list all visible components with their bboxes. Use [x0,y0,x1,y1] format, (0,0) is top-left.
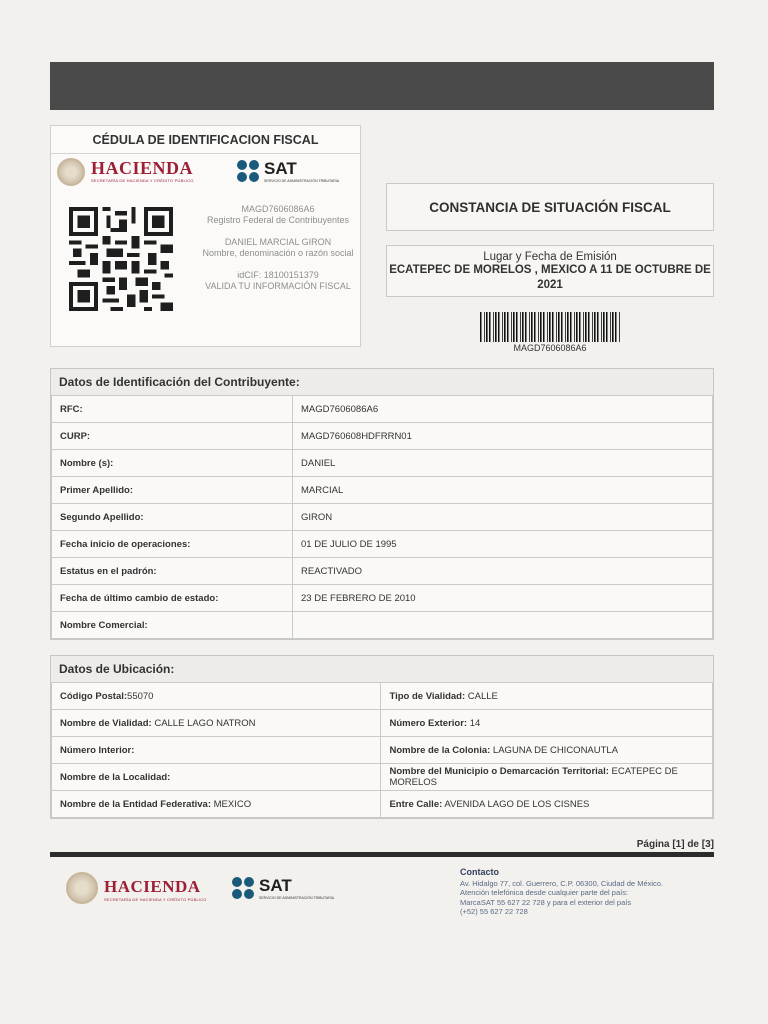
field-label: RFC: [52,396,293,423]
footer-sat-logo [232,877,352,903]
page-number: Página [1] de [3] [636,839,714,850]
footer-hacienda-subtitle: SECRETARÍA DE HACIENDA Y CRÉDITO PÚBLICO [104,897,207,902]
field-value: MARCIAL [293,477,713,504]
contacto-title: Contacto [460,867,499,877]
field-label: Número Interior: [60,744,135,756]
field-label: Nombre Comercial: [52,612,293,639]
field-label: Fecha inicio de operaciones: [52,531,293,558]
field-value: ECATEPEC DE MORELOS [389,766,678,788]
field-value: REACTIVADO [293,558,713,585]
field-label: Entre Calle: [389,798,443,810]
field-label: Segundo Apellido: [52,504,293,531]
field-value: CALLE [465,690,498,702]
cedula-logos [57,158,357,186]
cedula-rfc-caption: Registro Federal de Contribuyentes [206,215,350,225]
field-value: 14 [467,717,481,729]
location-cell [52,737,381,764]
table-row [52,737,713,764]
header-band [50,62,714,110]
ubicacion-title: Datos de Ubicación: [51,656,713,682]
field-value: AVENIDA LAGO DE LOS CISNES [442,798,590,810]
field-label: Nombre de Vialidad: [60,717,152,729]
field-value: CALLE LAGO NATRON [151,717,256,729]
barcode-text: MAGD7606086A6 [513,343,587,353]
identificacion-title: Datos de Identificación del Contribuyente: [51,369,713,395]
location-cell [381,683,713,710]
footer-sat-text: SAT [259,876,292,895]
table-row [52,764,713,791]
emision-value: ECATEPEC DE MORELOS , MEXICO A 11 DE OCTUBRE DE 2021 [389,264,711,291]
sat-logo-subtitle: SERVICIO DE ADMINISTRACIÓN TRIBUTARIA [264,179,340,183]
cedula-valida: VALIDA TU INFORMACIÓN FISCAL [205,281,351,291]
ubicacion-section [50,655,714,819]
emision-box [386,245,714,297]
location-cell [381,791,713,818]
location-cell [52,791,381,818]
field-value: 01 DE JULIO DE 1995 [293,531,713,558]
table-row [52,558,713,585]
emision-label: Lugar y Fecha de Emisión [483,251,617,263]
field-value: MEXICO [210,798,252,810]
field-label: Código Postal: [60,690,128,702]
table-row [52,396,713,423]
location-cell [381,764,713,791]
table-row [52,477,713,504]
location-cell [381,737,713,764]
field-value [293,612,713,639]
field-value: 55070 [127,690,154,702]
sat-logo-text: SAT [264,159,297,178]
field-label: Primer Apellido: [52,477,293,504]
hacienda-logo-text: HACIENDA [91,158,194,178]
field-label: CURP: [52,423,293,450]
sat-dots-icon [237,160,261,184]
location-cell [52,683,381,710]
table-row [52,504,713,531]
table-row [52,683,713,710]
location-cell [52,710,381,737]
field-label: Fecha de último cambio de estado: [52,585,293,612]
contacto-line: Atención telefónica desde cualquier parte del país: [460,888,629,897]
cedula-name-caption: Nombre, denominación o razón social [202,248,354,258]
cedula-name-value: DANIEL MARCIAL GIRON [224,237,332,247]
footer-logos [66,872,335,908]
barcode-icon [480,312,620,342]
footer-hacienda-seal-icon [66,872,98,904]
cedula-title: CÉDULA DE IDENTIFICACION FISCAL [51,126,360,154]
field-label: Estatus en el padrón: [52,558,293,585]
contacto-line: (+52) 55 627 22 728 [460,907,528,916]
cedula-info [201,204,355,292]
field-label: Nombre de la Entidad Federativa: [60,798,211,810]
field-value: MAGD760608HDFRRN01 [293,423,713,450]
field-label: Tipo de Vialidad: [389,690,466,702]
identificacion-section [50,368,714,640]
footer-sat-dots-icon [232,877,256,901]
cedula-card [50,125,361,347]
footer-hacienda-text: HACIENDA [104,877,201,896]
table-row [52,531,713,558]
ubicacion-table [51,682,713,818]
hacienda-logo-subtitle: SECRETARÍA DE HACIENDA Y CRÉDITO PÚBLICO [91,178,194,183]
field-label: Nombre del Municipio o Demarcación Territorial: [389,766,609,777]
table-row [52,791,713,818]
field-label: Nombre de la Colonia: [389,744,491,756]
field-value: MAGD7606086A6 [293,396,713,423]
qr-code-icon [69,206,173,312]
field-label: Número Exterior: [389,717,468,729]
table-row [52,423,713,450]
cedula-rfc-value: MAGD7606086A6 [241,204,315,214]
field-value: LAGUNA DE CHICONAUTLA [490,744,619,756]
table-row [52,585,713,612]
field-value: 23 DE FEBRERO DE 2010 [293,585,713,612]
table-row [52,710,713,737]
location-cell [381,710,713,737]
contacto-block [460,868,720,917]
footer-divider [50,852,714,857]
field-value: DANIEL [293,450,713,477]
contacto-line: Av. Hidalgo 77, col. Guerrero, C.P. 06300, Ciudad de México. [460,878,664,888]
table-row [52,450,713,477]
constancia-title: CONSTANCIA DE SITUACIÓN FISCAL [386,183,714,231]
sat-logo [237,160,357,186]
contacto-line: MarcaSAT 55 627 22 728 y para el exterior del país [460,897,632,907]
identificacion-table [51,395,713,639]
field-label: Nombre de la Localidad: [60,771,171,783]
field-value: GIRON [293,504,713,531]
location-cell [52,764,381,791]
hacienda-seal-icon [57,158,85,186]
field-label: Nombre (s): [52,450,293,477]
footer-sat-subtitle: SERVICIO DE ADMINISTRACIÓN TRIBUTARIA [259,896,335,900]
table-row [52,612,713,639]
cedula-idcif: idCIF: 18100151379 [237,270,319,280]
